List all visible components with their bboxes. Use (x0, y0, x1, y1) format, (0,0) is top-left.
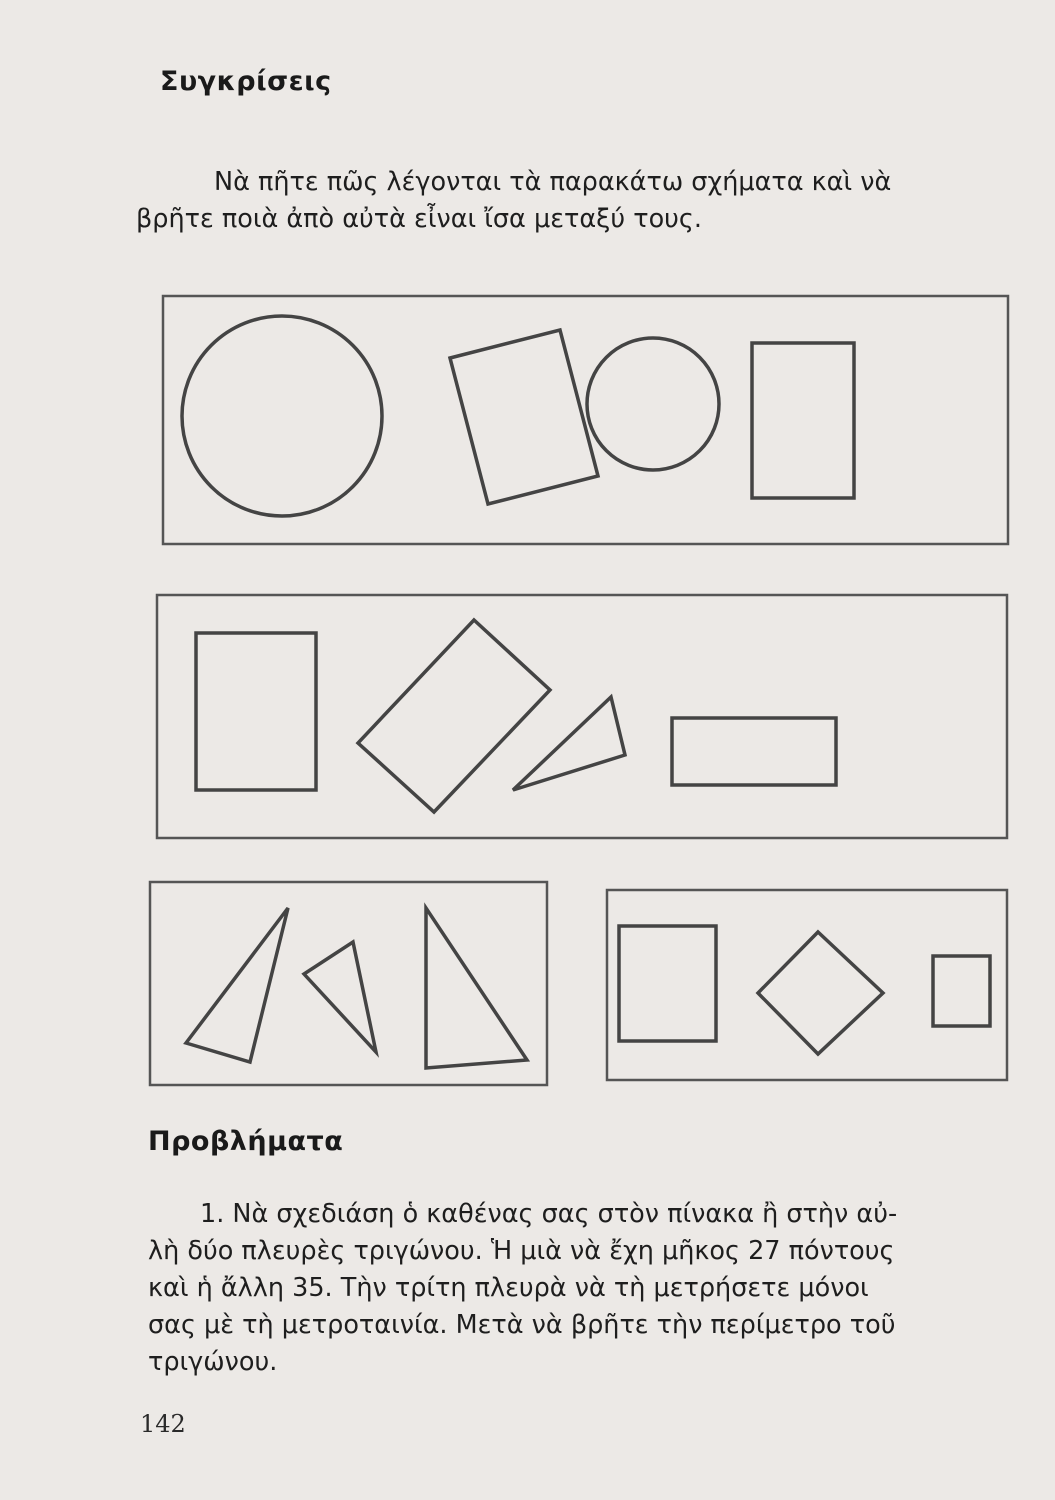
square-shape (758, 932, 883, 1054)
figure-frame (150, 882, 547, 1085)
instruction-line: Νὰ πῆτε πῶς λέγονται τὰ παρακάτω σχήματα καὶ νὰ (214, 167, 892, 197)
problem-line: σας μὲ τὴ μετροταινία. Μετὰ νὰ βρῆτε τὴν περίμετρο τοῦ (148, 1310, 896, 1340)
problem-1 (148, 1196, 897, 1381)
section-title-comparisons: Συγκρίσεις (160, 66, 332, 97)
rectangle-shape (752, 343, 854, 498)
problem-line: 1. Νὰ σχεδιάση ὁ καθένας σας στὸν πίνακα ἢ στὴν αὐ- (200, 1199, 898, 1229)
circle-shape (182, 316, 382, 516)
instruction-line: βρῆτε ποιὰ ἀπὸ αὐτὰ εἶναι ἴσα μεταξύ τους. (136, 204, 702, 234)
figure-row-3 (150, 882, 1007, 1085)
figure-row-1 (163, 296, 1008, 544)
rectangle-shape (450, 330, 598, 504)
problem-line: καὶ ἡ ἄλλη 35. Τὴν τρίτη πλευρὰ νὰ τὴ μετρήσετε μόνοι (148, 1273, 869, 1303)
page-number: 142 (140, 1410, 186, 1438)
problem-line: λὴ δύο πλευρὲς τριγώνου. Ἡ μιὰ νὰ ἔχη μῆκος 27 πόντους (148, 1236, 895, 1266)
triangle-shape (426, 908, 527, 1068)
rectangle-shape (672, 718, 836, 785)
figure-frame (163, 296, 1008, 544)
square-shape (933, 956, 990, 1026)
problem-line: τριγώνου. (148, 1347, 278, 1377)
figure-row-2 (157, 595, 1007, 838)
circle-shape (587, 338, 719, 470)
figure-frame (607, 890, 1007, 1080)
rectangle-shape (196, 633, 316, 790)
triangle-shape (304, 942, 376, 1052)
section-title-problems: Προβλήματα (148, 1126, 344, 1157)
square-shape (619, 926, 716, 1041)
triangle-shape (186, 908, 288, 1062)
